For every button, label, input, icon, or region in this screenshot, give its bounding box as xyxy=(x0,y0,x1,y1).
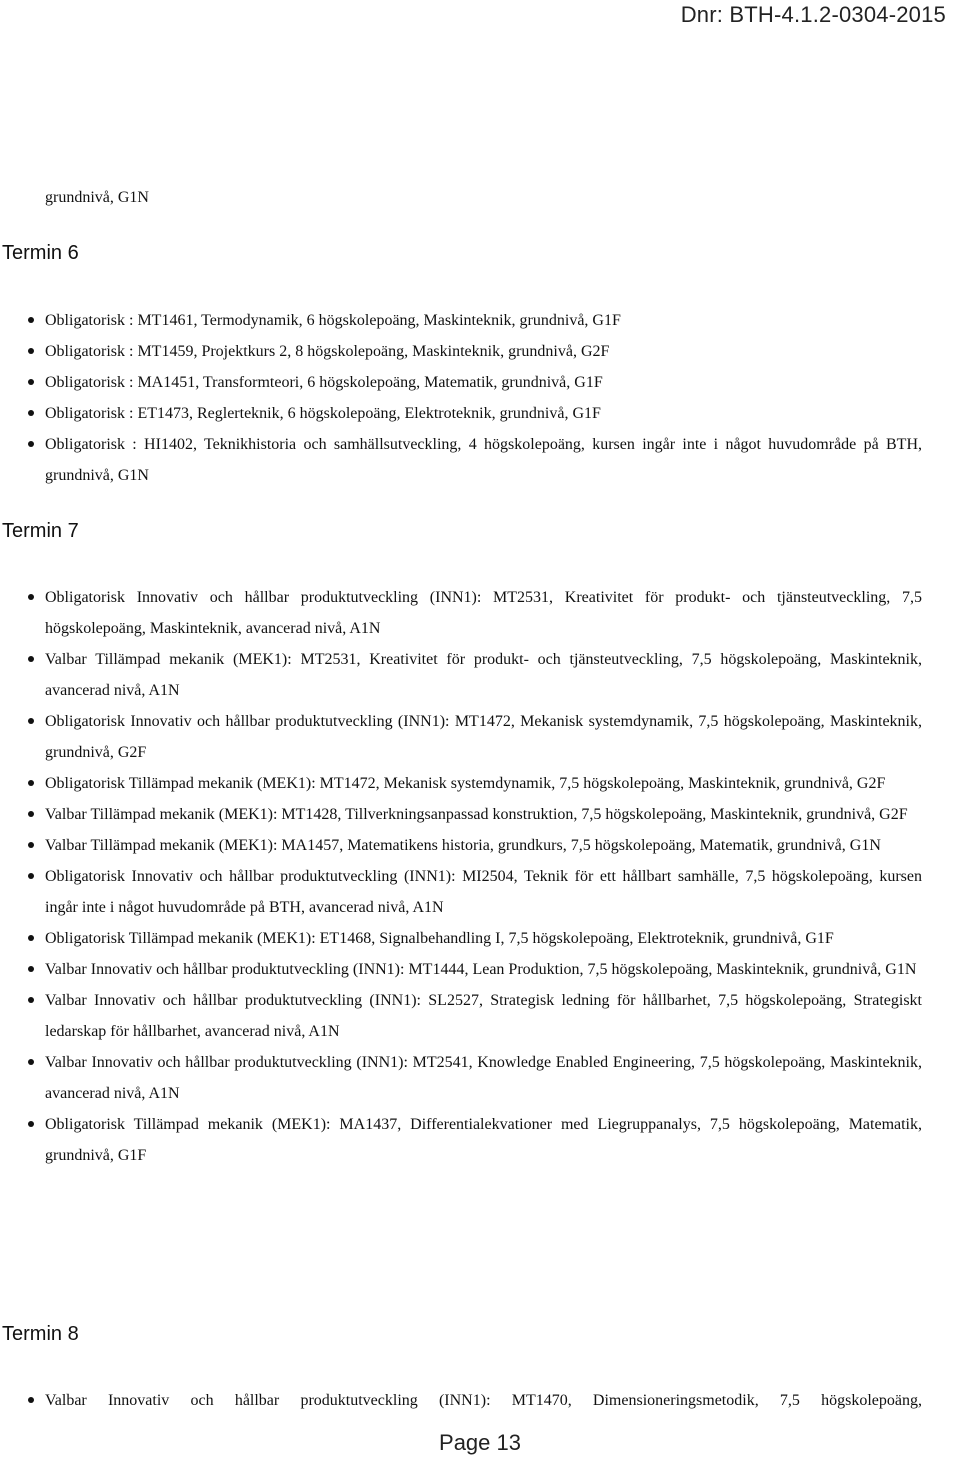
course-list-item: Valbar Tillämpad mekanik (MEK1): MT1428, Tillverkningsanpassad konstruktion, 7,5 högskolepoäng, Maskinteknik, grundnivå, G2F xyxy=(0,799,922,830)
course-list-item: Obligatorisk : HI1402, Teknikhistoria och samhällsutveckling, 4 högskolepoäng, kursen ingår inte i något huvudområde på BTH, grundnivå, G1N xyxy=(0,429,922,491)
page-number: Page 13 xyxy=(439,1430,521,1455)
course-list-item: Obligatorisk : MA1451, Transformteori, 6 högskolepoäng, Matematik, grundnivå, G1F xyxy=(0,367,922,398)
course-list-item: Valbar Tillämpad mekanik (MEK1): MA1457, Matematikens historia, grundkurs, 7,5 högskolepoäng, Matematik, grundnivå, G1N xyxy=(0,830,922,861)
course-list-item: Obligatorisk Innovativ och hållbar produktutveckling (INN1): MT1472, Mekanisk systemdynamik, 7,5 högskolepoäng, Maskinteknik, grundnivå, G2F xyxy=(0,706,922,768)
course-list-item: Obligatorisk : MT1461, Termodynamik, 6 högskolepoäng, Maskinteknik, grundnivå, G1F xyxy=(0,305,922,336)
term-8-course-list xyxy=(0,1385,922,1416)
course-list-item: Obligatorisk Tillämpad mekanik (MEK1): MA1437, Differentialekvationer med Liegruppanalys, 7,5 högskolepoäng, Matematik, grundnivå, G1F xyxy=(0,1109,922,1171)
course-list-item: Valbar Innovativ och hållbar produktutveckling (INN1): MT1470, Dimensioneringsmetodik, 7,5 högskolepoäng, xyxy=(0,1385,922,1416)
course-list-item: Obligatorisk : ET1473, Reglerteknik, 6 högskolepoäng, Elektroteknik, grundnivå, G1F xyxy=(0,398,922,429)
term-8-heading: Termin 8 xyxy=(2,1323,79,1345)
course-list-item: Valbar Innovativ och hållbar produktutveckling (INN1): MT2541, Knowledge Enabled Engineering, 7,5 högskolepoäng, Maskinteknik, avancerad nivå, A1N xyxy=(0,1047,922,1109)
course-list-item: Obligatorisk Innovativ och hållbar produktutveckling (INN1): MT2531, Kreativitet för produkt- och tjänsteutveckling, 7,5 högskolepoäng, Maskinteknik, avancerad nivå, A1N xyxy=(0,582,922,644)
course-list-item: Valbar Innovativ och hållbar produktutveckling (INN1): SL2527, Strategisk ledning för hållbarhet, 7,5 högskolepoäng, Strategiskt ledarskap för hållbarhet, avancerad nivå, A1N xyxy=(0,985,922,1047)
document-number: Dnr: BTH-4.1.2-0304-2015 xyxy=(680,2,946,27)
course-list-item: Obligatorisk Tillämpad mekanik (MEK1): MT1472, Mekanisk systemdynamik, 7,5 högskolepoäng, Maskinteknik, grundnivå, G2F xyxy=(0,768,922,799)
course-list-item: Obligatorisk : MT1459, Projektkurs 2, 8 högskolepoäng, Maskinteknik, grundnivå, G2F xyxy=(0,336,922,367)
course-list-item: Obligatorisk Innovativ och hållbar produktutveckling (INN1): MI2504, Teknik för ett hållbart samhälle, 7,5 högskolepoäng, kursen ingår inte i något huvudområde på BTH, avancerad nivå, A1N xyxy=(0,861,922,923)
course-list-item: Valbar Innovativ och hållbar produktutveckling (INN1): MT1444, Lean Produktion, 7,5 högskolepoäng, Maskinteknik, grundnivå, G1N xyxy=(0,954,922,985)
course-list-item: Valbar Tillämpad mekanik (MEK1): MT2531, Kreativitet för produkt- och tjänsteutveckling, 7,5 högskolepoäng, Maskinteknik, avancerad nivå, A1N xyxy=(0,644,922,706)
continuation-text: grundnivå, G1N xyxy=(45,189,149,206)
term-7-course-list xyxy=(0,582,922,1171)
course-list-item: Obligatorisk Tillämpad mekanik (MEK1): ET1468, Signalbehandling I, 7,5 högskolepoäng, Elektroteknik, grundnivå, G1F xyxy=(0,923,922,954)
term-6-course-list xyxy=(0,305,922,491)
term-7-heading: Termin 7 xyxy=(2,520,79,542)
term-6-heading: Termin 6 xyxy=(2,242,79,264)
